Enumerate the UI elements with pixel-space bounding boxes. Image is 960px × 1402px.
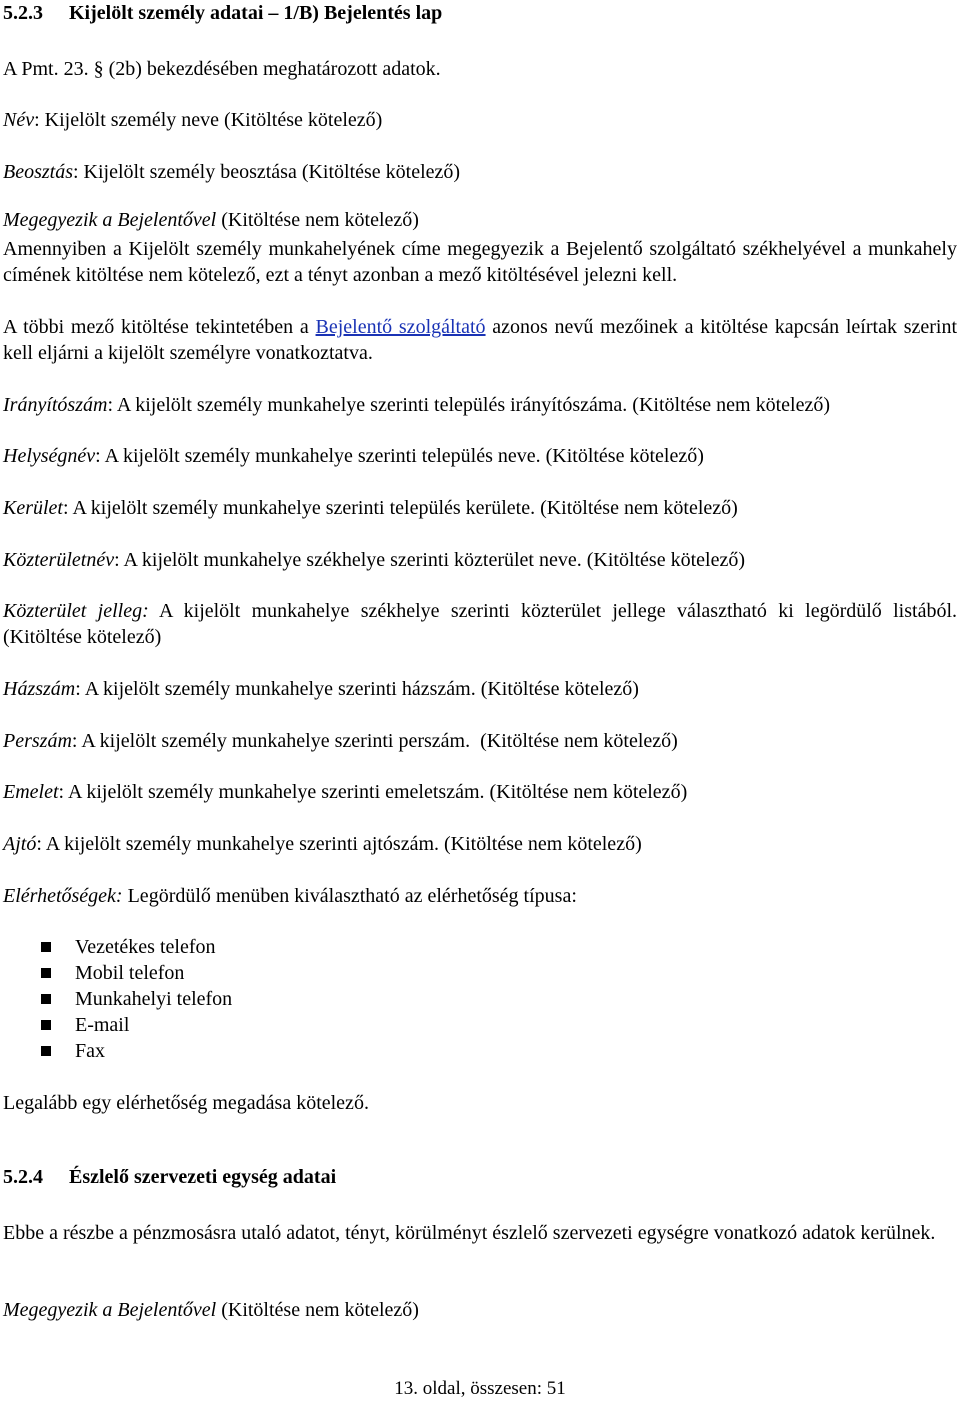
field-term: Közterületnév (3, 549, 115, 571)
field-term: Elérhetőségek: (3, 885, 123, 907)
field-hazszam (3, 676, 957, 702)
field-term: Perszám (3, 730, 72, 752)
square-bullet-icon (41, 1046, 51, 1056)
field-term: Megegyezik a Bejelentővel (3, 1299, 217, 1321)
section-heading-5-2-4 (3, 1164, 957, 1190)
field-term: Kerület (3, 497, 63, 519)
list-item-label: E-mail (75, 1014, 130, 1036)
list-item-label: Vezetékes telefon (75, 936, 216, 958)
list-item-label: Mobil telefon (75, 962, 185, 984)
square-bullet-icon (41, 994, 51, 1004)
field-description: : A kijelölt személy munkahelye szerinti település irányítószáma. (Kitöltése nem kötelező) (107, 394, 831, 416)
list-item (3, 1038, 957, 1064)
paragraph-text: azonos nevű mezőinek a kitöltése kapcsán leírtak szerint kell eljárni a kijelölt személyre vonatkoztatva. (3, 316, 958, 364)
list-item-label: Munkahelyi telefon (75, 988, 233, 1010)
page-footer: 13. oldal, összesen: 51 (394, 1378, 566, 1399)
field-description: : Kijelölt személy beosztása (Kitöltése kötelező) (73, 161, 461, 183)
field-term: Ajtó (3, 833, 37, 855)
list-item (3, 934, 957, 960)
section-number: 5.2.4 (3, 1166, 43, 1188)
field-ajto (3, 831, 957, 857)
field-kozterulet-jelleg (3, 598, 957, 650)
field-term: Név (3, 109, 35, 131)
list-item-label: Fax (75, 1040, 105, 1062)
tobbi-mezo-paragraph (3, 314, 957, 366)
field-term: Közterület jelleg: (3, 600, 149, 622)
legalabb-paragraph: Legalább egy elérhetőség megadása kötelező. (3, 1092, 369, 1114)
field-description: : A kijelölt személy munkahelye szerinti házszám. (Kitöltése kötelező) (75, 678, 639, 700)
intro-paragraph: A Pmt. 23. § (2b) bekezdésében meghatározott adatok. (3, 58, 441, 80)
field-term: Emelet (3, 781, 59, 803)
megegyezik-detail-paragraph: Amennyiben a Kijelölt személy munkahelyének címe megegyezik a Bejelentő szolgáltató székhelyével a munkahely címének kitöltése nem kötelező, ezt a tényt azonban a mező kitöltésével jelezni kell. (3, 238, 957, 286)
field-description: (Kitöltése nem kötelező) (216, 209, 419, 231)
field-term: Beosztás (3, 161, 73, 183)
field-term: Házszám (3, 678, 76, 700)
contact-type-list (3, 934, 957, 1064)
field-description: : A kijelölt személy munkahelye szerinti emeletszám. (Kitöltése nem kötelező) (58, 781, 688, 803)
list-item (3, 1012, 957, 1038)
field-term: Helységnév (3, 445, 96, 467)
field-beosztas (3, 159, 957, 185)
section-title: Észlelő szervezeti egység adatai (69, 1166, 337, 1188)
field-description: Legördülő menüben kiválasztható az elérhetőség típusa: (122, 885, 577, 907)
field-helysegnev (3, 443, 957, 469)
field-nev (3, 107, 957, 133)
field-description: : A kijelölt személy munkahelye szerinti település kerülete. (Kitöltése nem kötelező) (63, 497, 738, 519)
section-title: Kijelölt személy adatai – 1/B) Bejelentés lap (69, 2, 443, 24)
field-kozteruletnev (3, 547, 957, 573)
field-kerulet (3, 495, 957, 521)
field-description: A kijelölt munkahelye székhelye szerinti közterület jellege választható ki legördülő listából. (Kitöltése kötelező) (3, 600, 958, 648)
square-bullet-icon (41, 1020, 51, 1030)
field-description: : A kijelölt munkahelye székhelye szerinti közterület neve. (Kitöltése kötelező) (114, 549, 745, 571)
bejelento-szolgaltato-link[interactable]: Bejelentő szolgáltató (315, 316, 486, 338)
field-megegyezik-2 (3, 1297, 957, 1323)
field-megegyezik (3, 207, 957, 233)
field-term: Irányítószám (3, 394, 108, 416)
section-number: 5.2.3 (3, 2, 43, 24)
field-description: (Kitöltése nem kötelező) (216, 1299, 419, 1321)
contact-type-list-container (3, 934, 957, 1064)
field-description: : A kijelölt személy munkahelye szerinti település neve. (Kitöltése kötelező) (95, 445, 704, 467)
section-heading-5-2-3 (3, 0, 957, 26)
list-item (3, 986, 957, 1012)
list-item (3, 960, 957, 986)
field-iranyitoszam (3, 392, 957, 418)
field-description: : A kijelölt személy munkahelye szerinti perszám. (Kitöltése nem kötelező) (71, 730, 678, 752)
paragraph-text: A többi mező kitöltése tekintetében a (3, 316, 316, 338)
field-term: Megegyezik a Bejelentővel (3, 209, 217, 231)
field-description: : A kijelölt személy munkahelye szerinti ajtószám. (Kitöltése nem kötelező) (36, 833, 642, 855)
square-bullet-icon (41, 942, 51, 952)
field-description: : Kijelölt személy neve (Kitöltése kötelező) (34, 109, 383, 131)
ebbe-paragraph: Ebbe a részbe a pénzmosásra utaló adatot, tényt, körülményt észlelő szervezeti egységre vonatkozó adatok kerülnek. (3, 1222, 936, 1244)
field-perszam (3, 728, 957, 754)
square-bullet-icon (41, 968, 51, 978)
field-elerhetosegek (3, 883, 957, 909)
field-emelet (3, 779, 957, 805)
